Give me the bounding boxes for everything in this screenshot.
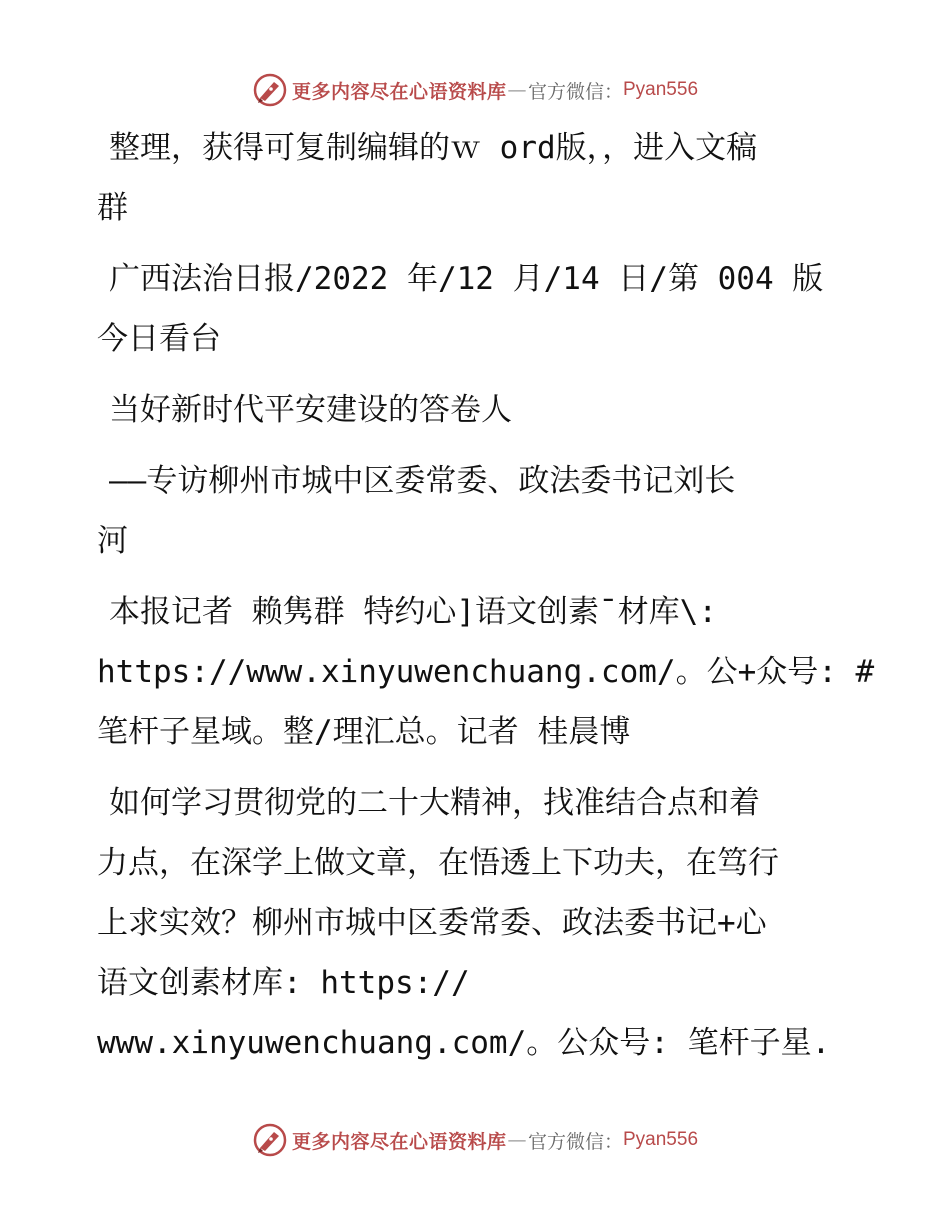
paragraph-1 (97, 118, 857, 238)
header-wechat-label: 官方微信： (527, 80, 623, 103)
footer-wechat-label: 官方微信： (527, 1130, 623, 1153)
paragraph-5-byline (97, 582, 875, 762)
pen-nib-logo-icon (252, 72, 288, 108)
paragraph-4-subtitle (97, 451, 857, 571)
text-line: 今日看台 (97, 321, 221, 357)
text-line: 力点，在深学上做文章，在悟透上下功夫，在笃行 (97, 845, 779, 881)
paragraph-3-title (97, 380, 857, 440)
footer-banner (0, 1120, 950, 1160)
text-line: 本报记者 赖隽群 特约心]语文创素¯材库\: (109, 594, 717, 630)
header-separator: — (507, 79, 527, 101)
paragraph-2 (97, 249, 857, 369)
text-line: https://www.xinyuwenchuang.com/。公+众号: # (97, 654, 875, 690)
text-line: 广西法治日报/2022 年/12 月/14 日/第 004 版 (109, 261, 824, 297)
footer-brand-text: 更多内容尽在心语资料库 (291, 1130, 507, 1153)
footer-wechat-id: Pyan556 (623, 1129, 699, 1150)
paragraph-6 (97, 773, 857, 1073)
text-line: 如何学习贯彻党的二十大精神，找准结合点和着 (109, 785, 760, 821)
text-line: 上求实效？柳州市城中区委常委、政法委书记+心 (97, 905, 767, 941)
header-wechat-id: Pyan556 (623, 79, 699, 100)
text-line: www.xinyuwenchuang.com/。公众号: 笔杆子星. (97, 1025, 831, 1061)
header-banner (0, 70, 950, 110)
document-body (97, 118, 875, 1084)
text-line: 笔杆子星域。整/理汇总。记者 桂晨博 (97, 714, 631, 750)
article-title: 当好新时代平安建设的答卷人 (109, 392, 512, 428)
text-line: 群 (97, 190, 128, 226)
text-line: 整理，获得可复制编辑的ｗ ord版，，进入文稿 (109, 130, 758, 166)
footer-separator: — (507, 1129, 527, 1151)
article-subtitle: ——专访柳州市城中区委常委、政法委书记刘长 (109, 463, 736, 499)
pen-nib-logo-icon (252, 1122, 288, 1158)
header-brand-text: 更多内容尽在心语资料库 (291, 80, 507, 103)
text-line: 语文创素材库: https:// (97, 965, 470, 1001)
article-subtitle: 河 (97, 523, 128, 559)
